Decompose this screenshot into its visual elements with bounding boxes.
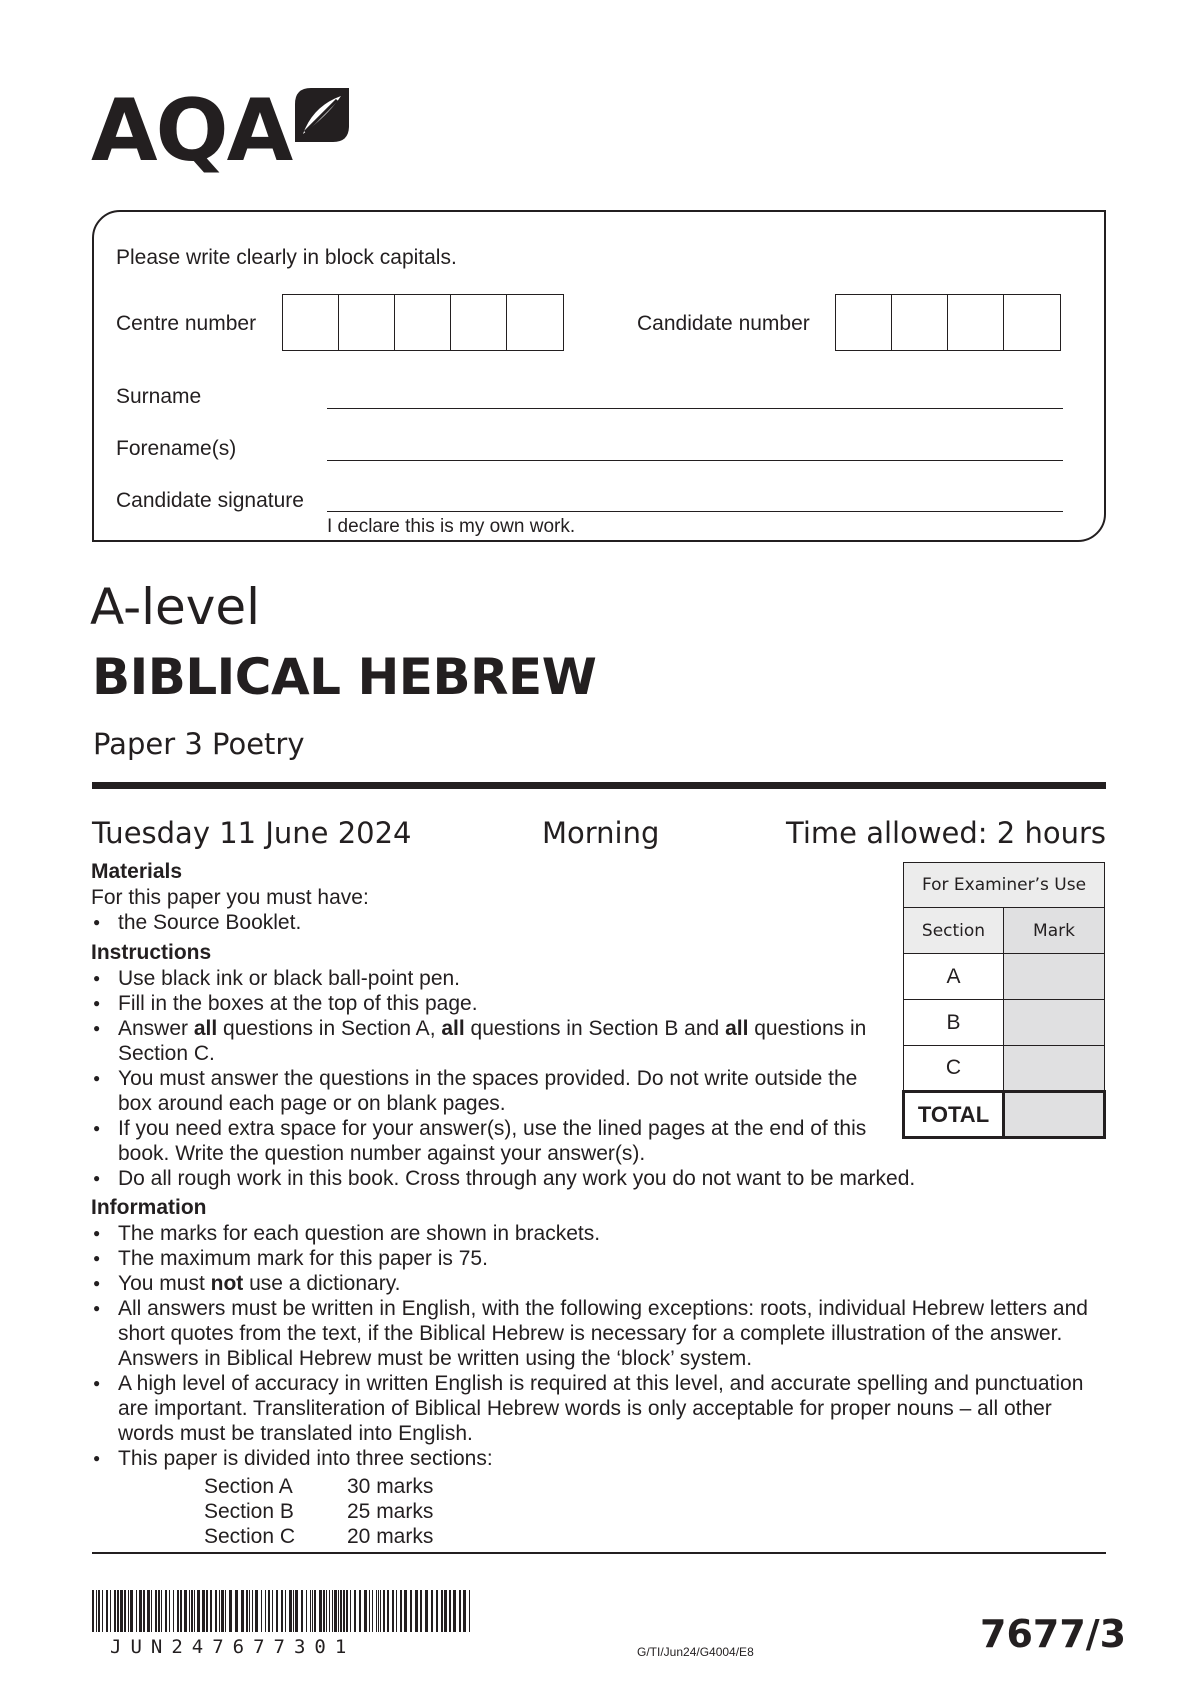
section-a-mark: [1004, 954, 1105, 1000]
total-mark: [1004, 1092, 1105, 1138]
centre-digit-box[interactable]: [339, 295, 395, 350]
examiners-use-table: [902, 862, 1106, 1139]
materials-intro: For this paper you must have:: [91, 886, 369, 909]
information-heading: Information: [91, 1196, 207, 1219]
list-item: ● Use black ink or black ball-point pen.: [91, 966, 891, 991]
candidate-digit-box[interactable]: [1004, 295, 1060, 350]
information-list: [91, 1221, 1106, 1471]
mark-column-header: Mark: [1004, 908, 1105, 954]
aqa-logo: [91, 81, 292, 181]
candidate-details-box: [92, 210, 1106, 542]
section-b-label: B: [904, 1000, 1004, 1046]
heading-divider: [92, 782, 1106, 789]
qualification-level: A-level: [90, 578, 261, 636]
section-a-name: Section A: [204, 1475, 293, 1498]
signature-line[interactable]: [327, 511, 1063, 512]
barcode-image: [92, 1590, 476, 1632]
total-label: TOTAL: [904, 1092, 1004, 1138]
forename-label: Forename(s): [116, 437, 237, 460]
surname-line[interactable]: [327, 408, 1063, 409]
candidate-number-label: Candidate number: [637, 312, 810, 335]
section-c-marks: 20 marks: [347, 1525, 434, 1548]
list-item: ● You must not use a dictionary.: [91, 1271, 1106, 1296]
exam-date: Tuesday 11 June 2024: [92, 816, 412, 850]
materials-heading: Materials: [91, 860, 183, 883]
leaf-icon: [291, 84, 353, 146]
list-item: ● All answers must be written in English, with the following exceptions: roots, individual Hebrew letters and short quotes from the text, if the Biblical Hebrew is necessary for a complete illustration of the answer. Answers in Biblical Hebrew must be written using the ‘block’ system.: [91, 1296, 1106, 1371]
centre-digit-box[interactable]: [283, 295, 339, 350]
section-b-name: Section B: [204, 1500, 294, 1523]
subject-title: BIBLICAL HEBREW: [92, 648, 597, 706]
candidate-digit-box[interactable]: [836, 295, 892, 350]
paper-code: 7677/3: [980, 1612, 1127, 1656]
footer-divider: [92, 1552, 1106, 1554]
paper-title: Paper 3 Poetry: [93, 727, 305, 761]
exam-session: Morning: [542, 816, 660, 850]
section-b-mark: [1004, 1000, 1105, 1046]
candidate-number-boxes[interactable]: [835, 294, 1061, 351]
declaration-text: I declare this is my own work.: [327, 516, 576, 537]
logo-text: AQA: [91, 81, 292, 181]
list-item: ● You must answer the questions in the spaces provided. Do not write outside the box around each page or on blank pages.: [91, 1066, 891, 1116]
materials-list: [91, 910, 301, 935]
time-allowed: Time allowed: 2 hours: [786, 816, 1106, 850]
centre-number-label: Centre number: [116, 312, 257, 335]
list-item: ● Fill in the boxes at the top of this page.: [91, 991, 891, 1016]
signature-label: Candidate signature: [116, 489, 304, 512]
candidate-digit-box[interactable]: [892, 295, 948, 350]
list-item: ● Do all rough work in this book. Cross through any work you do not want to be marked.: [91, 1166, 1038, 1191]
centre-number-boxes[interactable]: [282, 294, 564, 351]
list-item: ● The marks for each question are shown in brackets.: [91, 1221, 1106, 1246]
block-capitals-instruction: Please write clearly in block capitals.: [116, 246, 457, 269]
candidate-digit-box[interactable]: [948, 295, 1004, 350]
surname-label: Surname: [116, 385, 202, 408]
section-c-name: Section C: [204, 1525, 296, 1548]
document-reference: G/TI/Jun24/G4004/E8: [637, 1645, 754, 1659]
list-item: ● the Source Booklet.: [91, 910, 301, 935]
barcode-number: JUN247677301: [110, 1636, 356, 1658]
section-a-marks: 30 marks: [347, 1475, 434, 1498]
centre-digit-box[interactable]: [507, 295, 563, 350]
centre-digit-box[interactable]: [451, 295, 507, 350]
forename-line[interactable]: [327, 460, 1063, 461]
instructions-list: [91, 966, 916, 1191]
section-b-marks: 25 marks: [347, 1500, 434, 1523]
section-a-label: A: [904, 954, 1004, 1000]
list-item: ● If you need extra space for your answer(s), use the lined pages at the end of this book. Write the question number against your answer(s).: [91, 1116, 891, 1166]
section-c-label: C: [904, 1046, 1004, 1092]
section-c-mark: [1004, 1046, 1105, 1092]
list-item: ● This paper is divided into three sections:: [91, 1446, 1106, 1471]
list-item: ● The maximum mark for this paper is 75.: [91, 1246, 1106, 1271]
list-item: ● Answer all questions in Section A, all questions in Section B and all questions in Section C.: [91, 1016, 891, 1066]
instructions-heading: Instructions: [91, 941, 212, 964]
list-item: ● A high level of accuracy in written English is required at this level, and accurate spelling and punctuation are important. Transliteration of Biblical Hebrew words is only acceptable for proper nouns – all other words must be translated into English.: [91, 1371, 1106, 1446]
centre-digit-box[interactable]: [395, 295, 451, 350]
examiner-table-title: For Examiner’s Use: [904, 863, 1105, 908]
section-column-header: Section: [904, 908, 1004, 954]
